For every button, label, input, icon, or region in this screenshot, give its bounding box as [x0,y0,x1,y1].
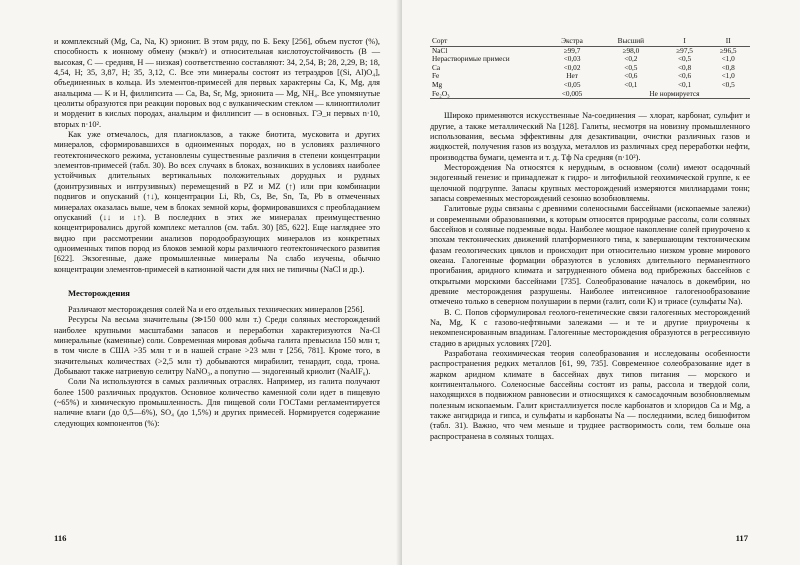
right-paragraph-3: Галитовые руды связаны с древними соленосными бассейнами (ископаемые залежи) и современными образованиями, к которым относятся природные рассолы, соли соляных бассейнов и соляные подземные воды. Наиболее мощное накопление солей приурочено к эпохам тектонических движений платформенного типа, к завершающим тектоническим фазам геологических циклов и происходит при относительно низком уровне мирового океана. Галогенные формации образуются в условиях длительного перманентного прогибания, аридного климата и затрудненного обмена вод прибрежных бассейнов с открытыми морскими бассейнами [735]. Солеобразование началось в докембрии, но древние месторождения разрушены. Наиболее интенсивное галогенообразование отмечено только в северном полушарии в перми (галит, соли K) и триасе (сульфаты Na). [430,204,750,307]
left-paragraph-5: Соли Na используются в самых различных отраслях. Например, из галита получают более 1500 различных продуктов. Основное количество каменной соли идет в пищевую (~65%) и химическую промышленность. Для пищевой соли ГОСТами регламентируется наличие влаги (до 0,5—6%), SO₄ (до 1,5%) и других примесей. Нормируется содержание следующих компонентов (%): [54,377,380,428]
table-row-label: Fe₂O₃ [430,90,545,99]
table-cell: <1,0 [721,71,735,81]
table-row [430,72,750,81]
table-header-cell: I [663,37,707,46]
table-cell: <0,6 [677,71,692,81]
table-cell: <0,05 [563,79,581,89]
table-cell: ≥96,5 [719,45,737,55]
table-row-label: Mg [432,80,443,89]
left-paragraph-3: Различают месторождения солей Na и его отдельных технических минералов [256]. [68,304,365,314]
table-cell: <0,8 [677,62,692,72]
table-row [430,64,750,73]
table-header-cell: Сорт [430,37,545,46]
right-page [402,0,800,565]
table-row [430,81,750,90]
table-cell: <1,0 [721,54,735,64]
table-row-label: Ca [432,63,441,72]
section-heading: Месторождения [68,287,130,298]
left-paragraph-4: Ресурсы Na весьма значительны (≫150 000 млн т.) Среди соляных месторождений наиболее крупными масштабами запасов и переработки характеризуются Na-Cl минеральные (каменные) соли. Современная мировая добыча галита превысила 150 млн т, в том числе в США >35 млн т и в нашей стране >23 млн т [256, 781]. Кроме того, в значительных количествах (>2,5 млн т) добываются мирабилит, тенардит, сода, трона. Добывают также натриевую селитру NaNO₃, а попутно — эндогенный криолит (NaAlF₆). [54,315,380,376]
table-cell: ≥99,7 [563,45,581,55]
table-cell: <0,005 [545,90,599,99]
table-cell: <0,2 [624,54,638,64]
table-row-label: Нерастворимые примеси [432,55,510,64]
page-number-right: 117 [735,533,748,543]
table-cell: ≥98,0 [622,45,640,55]
table-cell: <0,5 [677,54,692,64]
table-cell: <0,8 [721,62,735,72]
table-row-label: NaCl [432,46,448,55]
table-cell: <0,02 [563,62,581,72]
table-cell: <0,6 [624,71,638,81]
table-row [430,46,750,55]
table-row [430,90,750,99]
table-header-cell: Экстра [545,37,599,46]
table-cell: <0,1 [624,79,638,89]
table-cell: Нет [566,71,578,81]
page-number-left: 116 [54,533,67,543]
salt-grade-table [430,37,750,99]
table-cell: <0,1 [677,79,692,89]
table-cell: Не нормируется [599,90,750,99]
table-row [430,55,750,64]
right-paragraph-5: Разработана геохимическая теория солеобразования и исследованы особенности распространения редких металлов [61, 99, 735]. Современное солеобразование идет в жарком аридном климате в бассейнах двух типов питания — морского и континентального. Соленосные бассейны состоят из рапы, рассола и твердой соли, находящихся в подвижном равновесии и относящихся к самосадочным возобновляемым полезным ископаемым. Галит кристаллизуется после карбонатов и хлоридов Ca и Mg, а также ангидрида и гипса, и сульфаты и карбонаты Na — последними, вслед бишофитом (табл. 31). Важно, что чем меньше и труднее растворимость соли, тем больше она распространена в соляных толщах. [430,349,750,441]
table-cell: <0,03 [563,54,581,64]
table-header-row [430,37,750,46]
table-cell: <0,5 [624,62,638,72]
right-paragraph-4: В. С. Попов сформулировал геолого-генетические связи галогенных месторождений Na, Mg, K с газово-нефтяными залежами — и те и другие приурочены к некомпенсированным впадинам. Галогенные месторождения образуются в регрессивную стадию в аридных условиях [720]. [430,307,750,348]
table-header-cell: II [706,37,750,46]
table-cell: ≥97,5 [676,45,693,55]
left-paragraph-2: Как уже отмечалось, для плагиоклазов, а также биотита, мусковита и других минералов, сформировавшихся в одноименных породах, но в условиях различного геотектонического режима, установлены существенные различия в степени концентрации элементов-примесей (табл. 30). Во всех случаях в блоках, возникших в условиях наиболее устойчивых длительных вертикальных положительных дорудных и рудных (доинтрузивных и интрузивных) перемещений в PZ и MZ (↑) или при комбинации подвигов и опусканий (↑↓), концентрации Li, Rb, Cs, Be, Sn, Ta, Pb в отмеченных минералах оказалась выше, чем в блоках земной коры, формировавшихся с преобладанием опусканий (↓↓ и ↓↑). В последних в этих же минералах преимущественно концентрировались другой комплекс металлов (см. табл. 30) [85, 622]. Еще нагляднее это видно при рассмотрении анализов породообразующих минералов из конкретных одноименных типов пород из блоков земной коры различного геотектонического развития [622]. Экзогенные, даже промышленные минералы Na слабо изучены, обычно концентрации элементов-примесей в катионной части для них не типичны (NaCl и др.). [54,130,380,274]
right-paragraph-1: Широко применяются искусственные Na-соединения — хлорат, карбонат, сульфит и другие, а также металлический Na [128]. Галиты, несмотря на новизну промышленного использования, весьма эффективны для дезактивации, очистки различных газов и жидкостей, получения газов из воздуха, металлов из различных сред переработки нефти, производства бумаги, цемента и т. д. Тф Na средняя (n·10²). [430,111,750,162]
table-row-label: Fe [432,72,440,81]
right-paragraph-2: Месторождения Na относятся к нерудным, в основном (соли) имеют осадочный эндогенный генезис и принадлежат к гидро- и литофильной геохимической группе, к ее щелочной подгруппе. Запасы крупных месторождений измеряются миллиардами тонн; запасы современных месторождений сезонно возобновляемы. [430,162,750,203]
table-cell: <0,5 [721,79,735,89]
table-header-cell: Высший [599,37,663,46]
left-paragraph-1: и комплексный (Mg, Ca, Na, K) эрионит. В этом ряду, по Б. Беку [256], объем пустот (%), способность к ионному обмену (мэкв/г) и относительная кислотоустойчивость (В — высокая, С — средняя, Н — низкая) соответственно составляют: 34, 2,54, В; 28, 2,29, В; 18, 4,54, Н; 35, 3,87, Н; 35, 3,12, С. Все эти минералы состоят из тетраэдров [(Si, Al)O₄], объединенных в кольца. Из элементов-примесей для первых характерны Ca, K, Mg, для анальцима — K и H, филлипсита — Ca, Ba, Sr, Mg, эрионита — Mg, NH₄. Все упомянутые цеолиты образуются при реакции поровых вод с вулканическим стеклом — клиноптилолит и морденит в кислых породах, анальцим и филлипсит — в основных. ГЭ_н первых n·10, вторых n·10². [54,37,380,129]
